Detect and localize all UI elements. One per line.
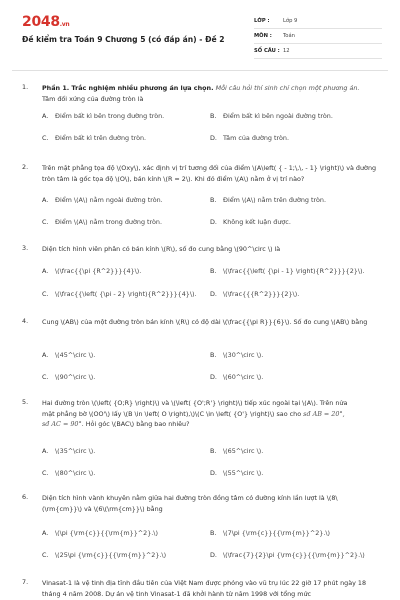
- option-letter: C.: [42, 290, 49, 298]
- meta-value: Lớp 9: [283, 18, 298, 24]
- header-divider: [12, 70, 388, 71]
- option-letter: A.: [42, 112, 49, 120]
- option-letter: D.: [210, 134, 217, 142]
- option-text: \(45^\circ \).: [55, 351, 96, 359]
- arc-measure-ac: sđ AC = 90°.: [42, 420, 84, 428]
- meta-value: 12: [283, 48, 290, 54]
- option-letter: B.: [210, 351, 217, 359]
- option-letter: B.: [210, 447, 217, 455]
- question-text: [42, 398, 377, 430]
- option-letter: C.: [42, 134, 49, 142]
- option-c[interactable]: [42, 218, 162, 226]
- option-letter: A.: [42, 351, 49, 359]
- part-heading: Phần 1. Trắc nghiệm nhiều phương án lựa chọn.: [42, 84, 214, 92]
- question-stem: Tâm đối xứng của đường tròn là: [42, 94, 144, 103]
- question-text: Cung \(AB\) của một đường tròn bán kính \(R\) có độ dài \(\frac{{\pi R}}{6}\). Số đo cung \(AB\) bằng: [42, 318, 368, 326]
- question-1: [22, 83, 382, 143]
- question-text: Vinasat-1 là vệ tinh địa tĩnh đầu tiên của Việt Nam được phóng vào vũ trụ lúc 22 giờ 17 phút ngày 18 tháng 4 năm 2008. Dự án vệ tinh Vinasat-1 đã khởi hành từ năm 1998 với tổng mức: [42, 579, 367, 598]
- meta-label: SỐ CÂU :: [254, 48, 280, 54]
- question-number: 5.: [22, 398, 29, 406]
- logo-suffix: .vn: [59, 21, 70, 28]
- option-a[interactable]: [42, 447, 95, 455]
- option-a[interactable]: [42, 267, 141, 275]
- option-a[interactable]: [42, 112, 164, 120]
- part-instruction: Mỗi câu hỏi thí sinh chỉ chọn một phương án.: [215, 84, 360, 92]
- option-c[interactable]: [42, 290, 197, 298]
- option-letter: D.: [210, 290, 217, 298]
- option-letter: D.: [210, 551, 217, 559]
- question-2: [22, 163, 382, 228]
- option-letter: C.: [42, 218, 49, 226]
- option-letter: D.: [210, 469, 217, 477]
- option-d[interactable]: [210, 134, 289, 142]
- option-letter: D.: [210, 218, 217, 226]
- meta-row-count: [254, 44, 382, 59]
- option-d[interactable]: [210, 218, 291, 226]
- option-letter: A.: [42, 267, 49, 275]
- option-text: \(35^\circ \).: [55, 447, 96, 455]
- option-letter: B.: [210, 529, 217, 537]
- question-stem-line-3: Hỏi góc \(BAC\) bằng bao nhiêu?: [85, 420, 190, 428]
- option-text: Điểm \(A\) nằm trong đường tròn.: [55, 218, 163, 226]
- question-number: 1.: [22, 83, 29, 91]
- option-b[interactable]: [210, 447, 263, 455]
- option-c[interactable]: [42, 551, 166, 559]
- option-text: \(65^\circ \).: [223, 447, 264, 455]
- option-b[interactable]: [210, 351, 263, 359]
- meta-label: MÔN :: [254, 33, 272, 39]
- option-letter: C.: [42, 551, 49, 559]
- option-d[interactable]: [210, 290, 299, 298]
- option-d[interactable]: [210, 551, 365, 559]
- option-text: \(60^\circ \).: [223, 373, 264, 381]
- option-text: \(\frac{{\pi {R^2}}}{4}\).: [55, 267, 142, 275]
- question-text: Diện tích hình viên phân có bán kính \(R\), số đo cung bằng \(90^\circ \) là: [42, 245, 281, 253]
- question-3: [22, 244, 382, 302]
- header: [0, 0, 400, 65]
- option-text: Điểm bất kì bên ngoài đường tròn.: [223, 112, 333, 120]
- option-text: \(7\pi {\rm{c}}{{\rm{m}}^2}.\): [223, 529, 331, 537]
- question-number: 3.: [22, 244, 29, 252]
- arc-measure-ab: sđ AB = 20°,: [303, 409, 345, 418]
- option-a[interactable]: [42, 351, 95, 359]
- option-b[interactable]: [210, 112, 333, 120]
- option-text: \(30^\circ \).: [223, 351, 264, 359]
- option-text: \(\frac{{\left( {\pi - 1} \right){R^2}}}{2}\).: [223, 267, 365, 275]
- option-text: Điểm bất kì trên đường tròn.: [55, 134, 147, 142]
- question-number: 4.: [22, 317, 29, 325]
- question-stem-line-1: Hai đường tròn \(\left( {O;R} \right)\) và \(\left( {O';R'} \right)\) tiếp xúc ngoài tại \(A\). Trên nửa: [42, 399, 348, 407]
- meta-value: Toán: [283, 33, 295, 39]
- option-d[interactable]: [210, 469, 263, 477]
- option-a[interactable]: [42, 196, 163, 204]
- question-text: Trên mặt phẳng tọa độ \(Oxy\), xác định vị trí tương đối của điểm \(A\left( { - 1;\,\, - 1} \right)\) và đường tròn tâm là gốc tọa độ \(O\), bán kính \(R = 2\). Khi đó điểm \(A\) nằm ở vị trí nào?: [42, 164, 377, 183]
- question-6: [22, 493, 382, 563]
- question-4: [22, 317, 382, 382]
- meta-row-class: [254, 14, 382, 29]
- option-b[interactable]: [210, 196, 326, 204]
- option-text: \(\pi {\rm{c}}{{\rm{m}}^2}.\): [55, 529, 158, 537]
- option-text: \(\frac{{{R^2}}}{2}\).: [223, 290, 300, 298]
- option-b[interactable]: [210, 529, 330, 537]
- option-text: Điểm \(A\) nằm ngoài đường tròn.: [55, 196, 163, 204]
- option-b[interactable]: [210, 267, 365, 275]
- site-logo[interactable]: [22, 14, 69, 30]
- option-letter: B.: [210, 196, 217, 204]
- option-letter: A.: [42, 447, 49, 455]
- option-text: \(25\pi {\rm{c}}{{\rm{m}}^2}.\): [55, 551, 167, 559]
- option-text: \(55^\circ \).: [223, 469, 264, 477]
- option-letter: A.: [42, 196, 49, 204]
- question-5: [22, 398, 382, 483]
- option-c[interactable]: [42, 373, 95, 381]
- question-text: [42, 83, 377, 104]
- option-d[interactable]: [210, 373, 263, 381]
- option-text: \(\frac{7}{2}\pi {\rm{c}}{{\rm{m}}^2}.\): [223, 551, 365, 559]
- option-letter: D.: [210, 373, 217, 381]
- option-text: Điểm bất kì bên trong đường tròn.: [55, 112, 165, 120]
- option-text: \(80^\circ \).: [55, 469, 96, 477]
- option-c[interactable]: [42, 134, 146, 142]
- option-a[interactable]: [42, 529, 158, 537]
- question-number: 7.: [22, 578, 29, 586]
- document-title: Đề kiểm tra Toán 9 Chương 5 (có đáp án) - Đề 2: [22, 35, 225, 44]
- question-7: [22, 578, 382, 600]
- option-letter: C.: [42, 469, 49, 477]
- question-number: 2.: [22, 163, 29, 171]
- meta-table: [254, 14, 382, 59]
- meta-row-subject: [254, 29, 382, 44]
- option-text: \(90^\circ \).: [55, 373, 96, 381]
- option-c[interactable]: [42, 469, 95, 477]
- option-text: Tâm của đường tròn.: [223, 134, 289, 142]
- option-letter: A.: [42, 529, 49, 537]
- option-letter: B.: [210, 267, 217, 275]
- question-stem-line-2: mặt phẳng bờ \(OO'\) lấy \(B \in \left( O \right),\)\(C \in \left( {O'} \right)\) sao cho: [42, 409, 302, 418]
- question-number: 6.: [22, 493, 29, 501]
- logo-text: 2048: [22, 14, 60, 30]
- option-letter: B.: [210, 112, 217, 120]
- option-text: Không kết luận được.: [223, 218, 291, 226]
- option-text: Điểm \(A\) nằm trên đường tròn.: [223, 196, 326, 204]
- option-letter: C.: [42, 373, 49, 381]
- option-text: \(\frac{{\left( {\pi - 2} \right){R^2}}}{4}\).: [55, 290, 197, 298]
- meta-label: LỚP :: [254, 18, 270, 24]
- question-text: Diện tích hình vành khuyên nằm giữa hai đường tròn đồng tâm có đường kính lần lượt là \(8\(\rm{cm}}\) và \(6\(\rm{cm}}\) bằng: [42, 494, 338, 513]
